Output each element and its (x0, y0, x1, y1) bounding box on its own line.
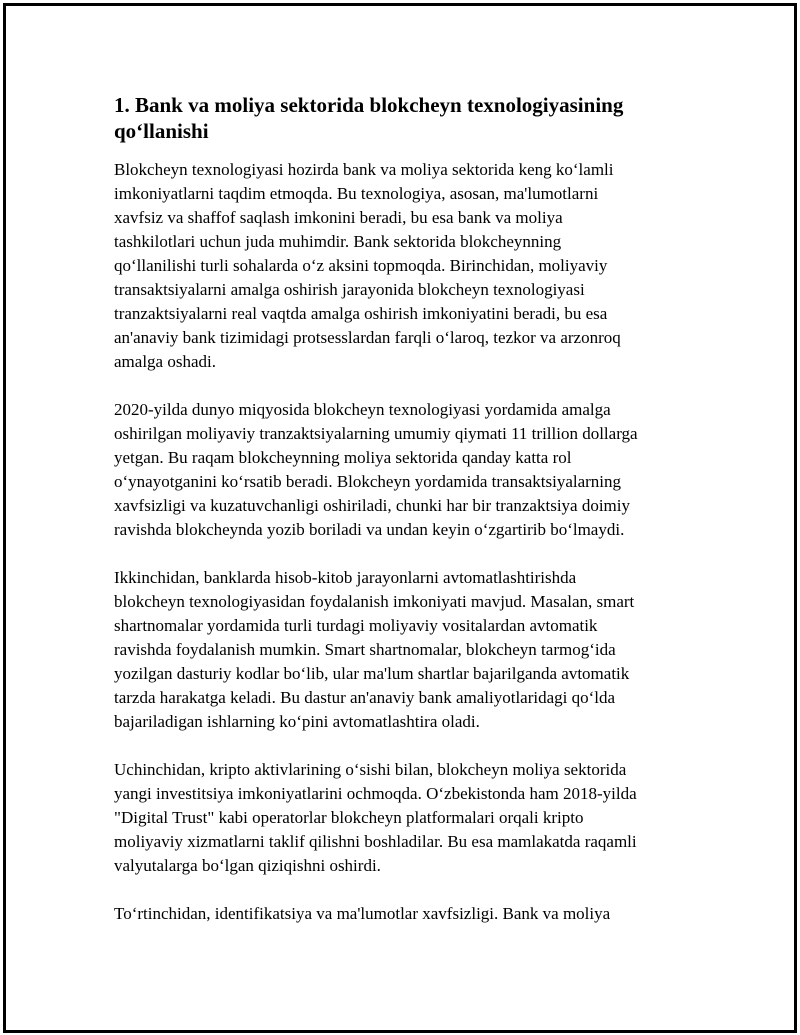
document-body (114, 92, 704, 950)
paragraph-2: 2020-yilda dunyo miqyosida blokcheyn texnologiyasi yordamida amalga oshirilgan moliyaviy tranzaktsiyalarning umumiy qiymati 11 trillion dollarga yetgan. Bu raqam blokcheynning moliya sektorida qanday katta rol o‘ynayotganini ko‘rsatib beradi. Blokcheyn yordamida transaktsiyalarning xavfsizligi va kuzatuvchanligi oshiriladi, chunki har bir tranzaktsiya doimiy ravishda blokcheynda yozib boriladi va undan keyin o‘zgartirib bo‘lmaydi. (114, 400, 638, 539)
paragraph-5: To‘rtinchidan, identifikatsiya va ma'lumotlar xavfsizligi. Bank va moliya (114, 904, 611, 923)
paragraph-1: Blokcheyn texnologiyasi hozirda bank va moliya sektorida keng ko‘lamli imkoniyatlarni taqdim etmoqda. Bu texnologiya, asosan, ma'lumotlarni xavfsiz va shaffof saqlash imkonini beradi, bu esa bank va moliya tashkilotlari uchun juda muhimdir. Bank sektorida blokcheynning qo‘llanilishi turli sohalarda o‘z aksini topmoqda. Birinchidan, moliyaviy transaktsiyalarni amalga oshirish jarayonida blokcheyn texnologiyasi tranzaktsiyalarni real vaqtda amalga oshirish imkoniyatini beradi, bu esa an'anaviy bank tizimidagi protsesslardan farqli o‘laroq, tezkor va arzonroq amalga oshadi. (114, 160, 621, 371)
paragraph-4: Uchinchidan, kripto aktivlarining o‘sishi bilan, blokcheyn moliya sektorida yangi investitsiya imkoniyatlarini ochmoqda. O‘zbekistonda ham 2018-yilda "Digital Trust" kabi operatorlar blokcheyn platformalari orqali kripto moliyaviy xizmatlarni taklif qilishni boshladilar. Bu esa mamlakatda raqamli valyutalarga bo‘lgan qiziqishni oshirdi. (114, 760, 637, 875)
paragraph-3: Ikkinchidan, banklarda hisob-kitob jarayonlarni avtomatlashtirishda blokcheyn texnologiyasidan foydalanish imkoniyati mavjud. Masalan, smart shartnomalar yordamida turli turdagi moliyaviy vositalardan avtomatik ravishda foydalanish mumkin. Smart shartnomalar, blokcheyn tarmog‘ida yozilgan dasturiy kodlar bo‘lib, ular ma'lum shartlar bajarilganda avtomatik tarzda harakatga keladi. Bu dastur an'anaviy bank amaliyotlaridagi qo‘lda bajariladigan ishlarning ko‘pini avtomatlashtira oladi. (114, 568, 635, 731)
section-heading: 1. Bank va moliya sektorida blokcheyn texnologiyasining qo‘llanishi (114, 93, 624, 143)
